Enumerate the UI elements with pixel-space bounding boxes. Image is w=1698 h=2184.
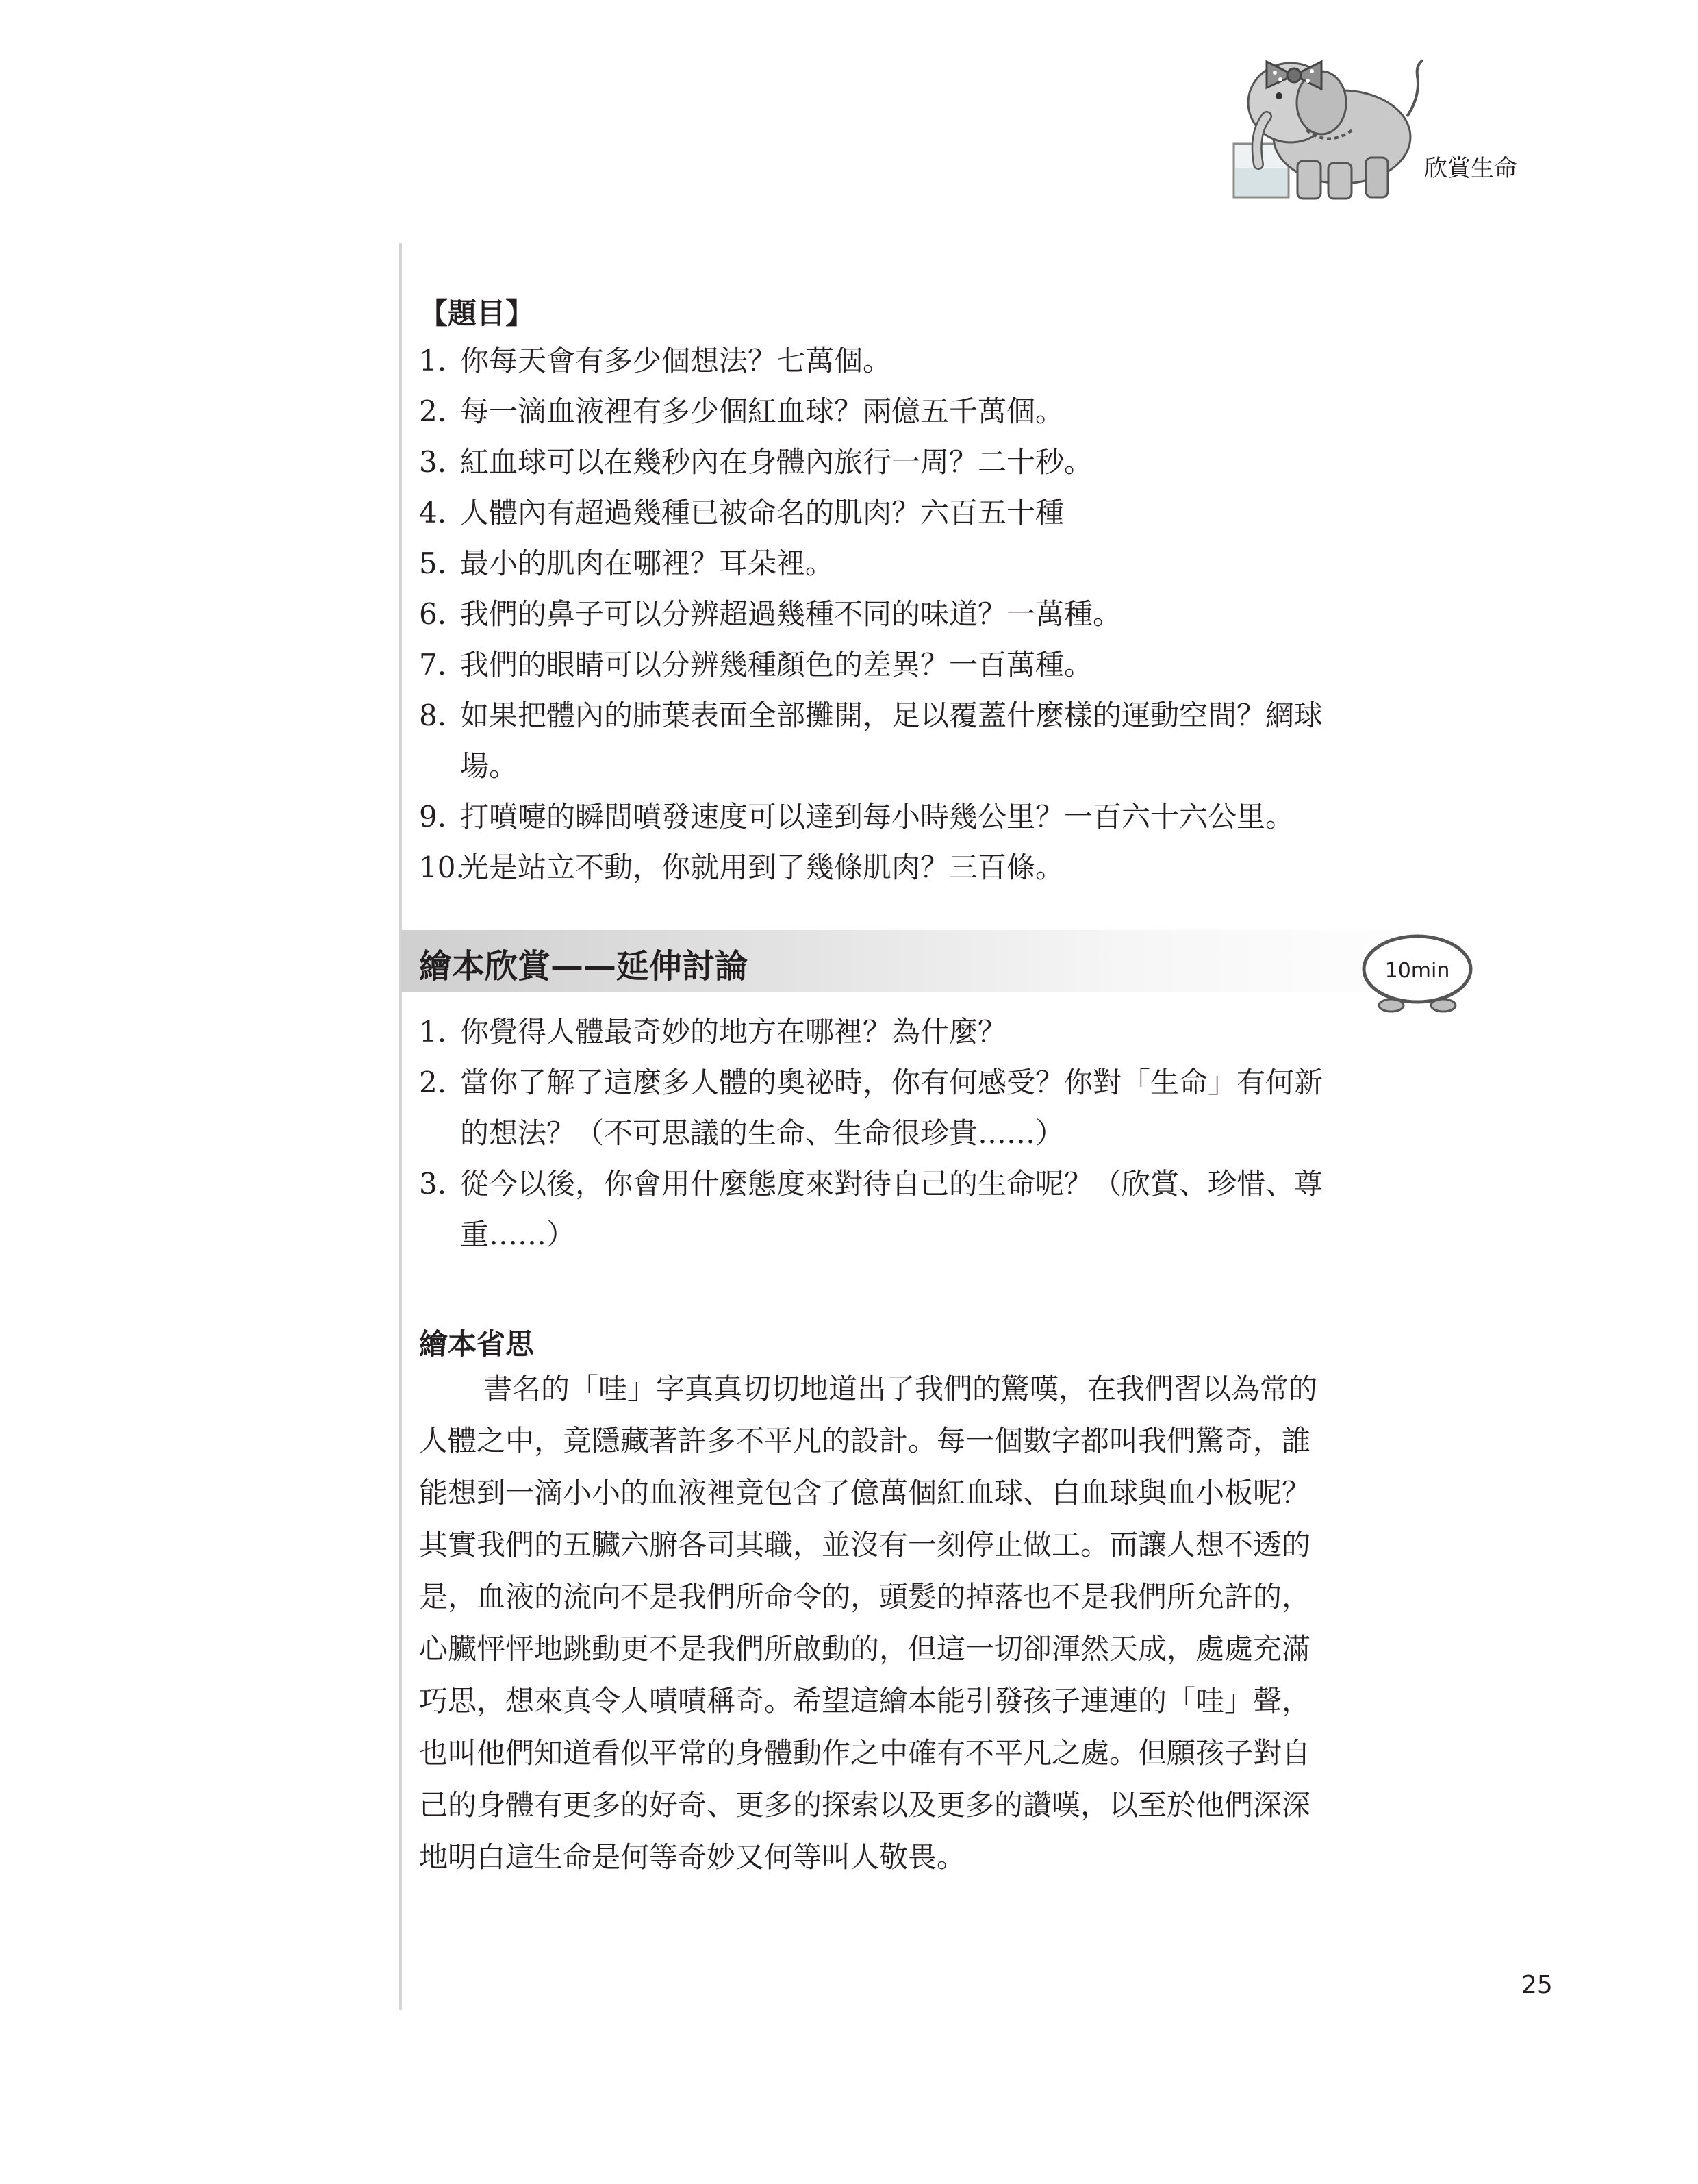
list-item: [419, 792, 1323, 842]
item-text: 我們的眼睛可以分辨幾種顏色的差異？一百萬種。: [460, 648, 1093, 681]
item-number: 7.: [419, 648, 447, 681]
quiz-list: [419, 336, 1323, 893]
list-item: [419, 1159, 1323, 1260]
paragraph-line: 人體之中，竟隱藏著許多不平凡的設計。每一個數字都叫我們驚奇，誰: [419, 1424, 1311, 1457]
list-item: [419, 640, 1323, 690]
list-item: [419, 842, 1323, 893]
item-number: 2.: [419, 1066, 447, 1099]
list-item: [419, 589, 1323, 640]
paragraph-line: 也叫他們知道看似平常的身體動作之中確有不平凡之處。但願孩子對自: [419, 1736, 1311, 1770]
item-number: 3.: [419, 1167, 447, 1201]
discussion-title: 繪本欣賞——延伸討論: [419, 947, 748, 986]
item-text: 當你了解了這麼多人體的奧祕時，你有何感受？你對「生命」有何新: [460, 1066, 1323, 1099]
timer-label: 10min: [1384, 959, 1450, 983]
paragraph-line: 己的身體有更多的好奇、更多的探索以及更多的讚嘆，以至於他們深深: [419, 1788, 1311, 1822]
item-number: 3.: [419, 445, 447, 479]
item-number: 8.: [419, 699, 447, 732]
page-number: 25: [1521, 1971, 1553, 1999]
paragraph-line: 巧思，想來真令人嘖嘖稱奇。希望這繪本能引發孩子連連的「哇」聲，: [419, 1684, 1311, 1718]
page-header: [1226, 27, 1609, 205]
item-number: 9.: [419, 800, 447, 833]
item-number: 1.: [419, 344, 447, 377]
item-text: 打噴嚏的瞬間噴發速度可以達到每小時幾公里？一百六十六公里。: [460, 800, 1295, 833]
discussion-banner: [401, 930, 1510, 992]
reflection-paragraph: [419, 1363, 1487, 1883]
item-text: 我們的鼻子可以分辨超過幾種不同的味道？一萬種。: [460, 597, 1122, 631]
paragraph-line: 書名的「哇」字真真切切地道出了我們的驚嘆，在我們習以為常的: [483, 1372, 1318, 1405]
alarm-clock-timer-icon: [1356, 931, 1479, 1014]
paragraph-line: 其實我們的五臟六腑各司其職，並沒有一刻停止做工。而讓人想不透的: [419, 1528, 1311, 1561]
reflection-heading: 繪本省思: [419, 1327, 535, 1361]
paragraph-line: 心臟怦怦地跳動更不是我們所啟動的，但這一切卻渾然天成，處處充滿: [419, 1632, 1311, 1666]
item-text: 最小的肌肉在哪裡？耳朵裡。: [460, 547, 835, 580]
paragraph-line: 地明白這生命是何等奇妙又何等叫人敬畏。: [419, 1840, 966, 1874]
list-item: [419, 437, 1323, 488]
item-number: 1.: [419, 1015, 447, 1049]
item-text: 如果把體內的肺葉表面全部攤開，足以覆蓋什麼樣的運動空間？網球: [460, 699, 1323, 732]
item-number: 10.: [419, 851, 465, 884]
item-text: 光是站立不動，你就用到了幾條肌肉？三百條。: [460, 851, 1065, 884]
item-number: 6.: [419, 597, 447, 631]
item-text-continued: 場。: [460, 749, 518, 783]
item-text: 從今以後，你會用什麼態度來對待自己的生命呢？（欣賞、珍惜、尊: [460, 1167, 1323, 1201]
paragraph-line: 能想到一滴小小的血液裡竟包含了億萬個紅血球、白血球與血小板呢？: [419, 1476, 1311, 1509]
list-item: [419, 538, 1323, 589]
quiz-heading: 【題目】: [419, 297, 535, 330]
item-text-continued: 重……）: [460, 1218, 576, 1251]
list-item: [419, 488, 1323, 538]
item-text: 你每天會有多少個想法？七萬個。: [460, 344, 892, 377]
discussion-list: [419, 1007, 1323, 1260]
item-text: 你覺得人體最奇妙的地方在哪裡？為什麼？: [460, 1015, 1007, 1049]
item-number: 5.: [419, 547, 447, 580]
paragraph-line: 是，血液的流向不是我們所命令的，頭髮的掉落也不是我們所允許的，: [419, 1580, 1311, 1614]
list-item: [419, 386, 1323, 437]
running-section-label: 欣賞生命: [1424, 155, 1517, 182]
item-text: 紅血球可以在幾秒內在身體內旅行一周？二十秒。: [460, 445, 1093, 479]
item-text: 每一滴血液裡有多少個紅血球？兩億五千萬個。: [460, 394, 1065, 428]
elephant-with-bow-drinking-icon: [1226, 27, 1431, 205]
item-number: 2.: [419, 394, 447, 428]
list-item: [419, 336, 1323, 386]
item-number: 4.: [419, 496, 447, 529]
list-item: [419, 1057, 1323, 1159]
item-text: 人體內有超過幾種已被命名的肌肉？六百五十種: [460, 496, 1065, 529]
list-item: [419, 1007, 1323, 1057]
item-text-continued: 的想法？（不可思議的生命、生命很珍貴……）: [460, 1116, 1065, 1150]
list-item: [419, 690, 1323, 792]
margin-rule: [399, 243, 402, 2010]
